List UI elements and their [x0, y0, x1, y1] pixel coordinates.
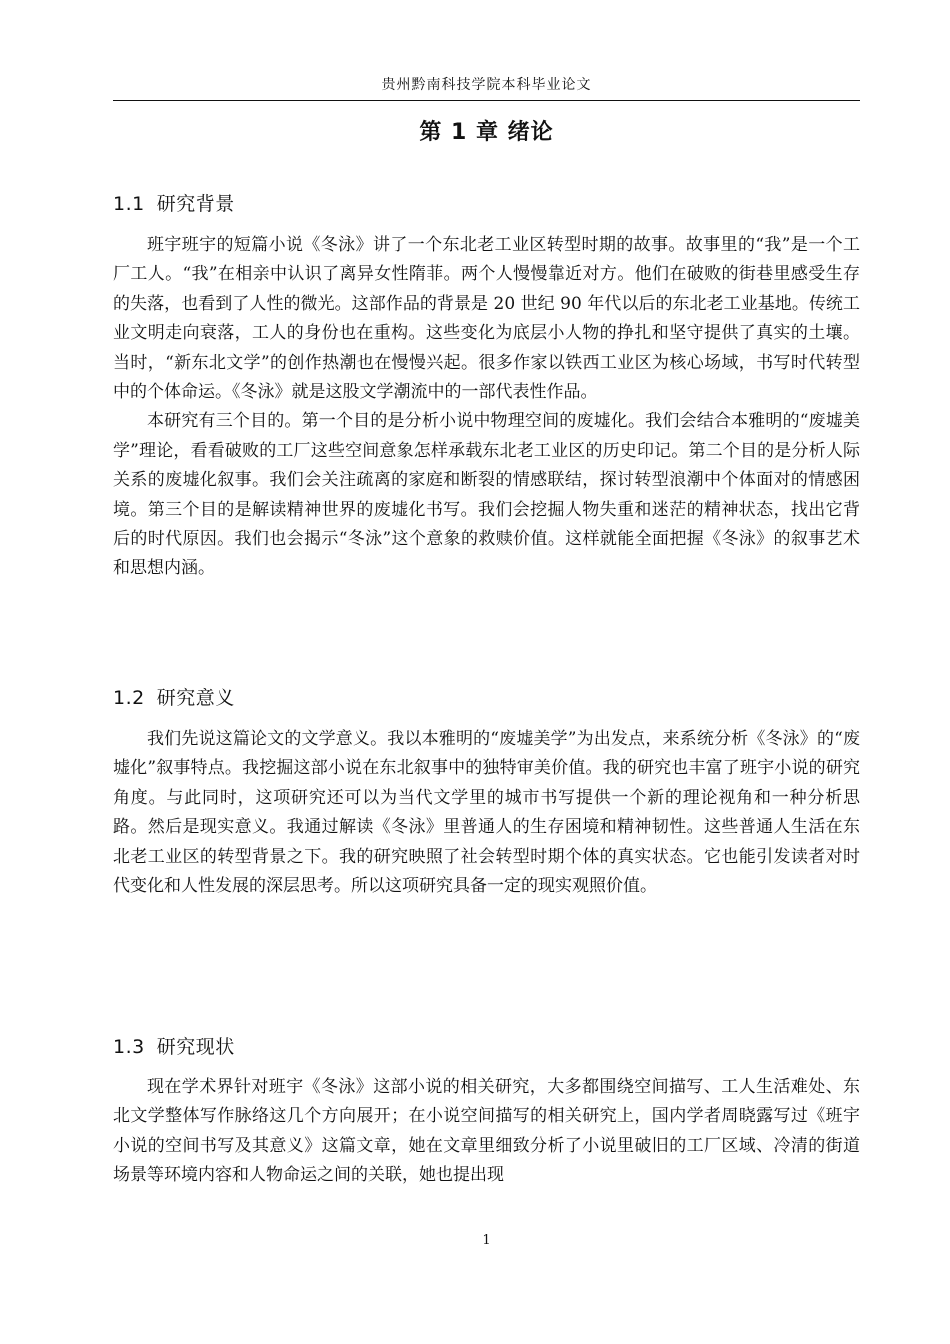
section-heading-1-3: [113, 1034, 235, 1060]
paragraph: 现在学术界针对班宇《冬泳》这部小说的相关研究，大多都围绕空间描写、工人生活难处、东北文学整体写作脉络这几个方向展开；在小说空间描写的相关研究上，国内学者周晓露写过《班宇小说的空间书写及其意义》这篇文章，她在文章里细致分析了小说里破旧的工厂区域、冷清的街道场景等环境内容和人物命运之间的关联，她也提出现: [113, 1077, 860, 1186]
header-rule: [113, 100, 860, 101]
section-title: 研究意义: [156, 687, 235, 709]
running-header: 贵州黔南科技学院本科毕业论文: [381, 77, 592, 93]
section-number: 1.2: [113, 687, 145, 709]
section-number: 1.1: [113, 193, 145, 215]
chapter-title: 第 1 章 绪论: [419, 120, 554, 145]
section-title: 研究背景: [156, 193, 235, 215]
section-number: 1.3: [113, 1036, 145, 1058]
section-body-1-1: [113, 231, 860, 584]
paragraph: 我们先说这篇论文的文学意义。我以本雅明的“废墟美学”为出发点，来系统分析《冬泳》的“废墟化”叙事特点。我挖掘这部小说在东北叙事中的独特审美价值。我的研究也丰富了班宇小说的研究角度。与此同时，这项研究还可以为当代文学里的城市书写提供一个新的理论视角和一种分析思路。然后是现实意义。我通过解读《冬泳》里普通人的生存困境和精神韧性。这些普通人生活在东北老工业区的转型背景之下。我的研究映照了社会转型时期个体的真实状态。它也能引发读者对时代变化和人性发展的深层思考。所以这项研究具备一定的现实观照价值。: [113, 729, 860, 897]
section-body-1-2: [113, 725, 860, 901]
section-heading-1-1: [113, 191, 235, 217]
section-body-1-3: [113, 1073, 860, 1191]
page-number: 1: [482, 1233, 491, 1248]
section-title: 研究现状: [156, 1036, 235, 1058]
paragraph: 本研究有三个目的。第一个目的是分析小说中物理空间的废墟化。我们会结合本雅明的“废墟美学”理论，看看破败的工厂这些空间意象怎样承载东北老工业区的历史印记。第二个目的是分析人际关系的废墟化叙事。我们会关注疏离的家庭和断裂的情感联结，探讨转型浪潮中个体面对的情感困境。第三个目的是解读精神世界的废墟化书写。我们会挖掘人物失重和迷茫的精神状态，找出它背后的时代原因。我们也会揭示“冬泳”这个意象的救赎价值。这样就能全面把握《冬泳》的叙事艺术和思想内涵。: [113, 411, 860, 579]
section-heading-1-2: [113, 685, 235, 711]
paragraph: 班宇班宇的短篇小说《冬泳》讲了一个东北老工业区转型时期的故事。故事里的“我”是一个工厂工人。“我”在相亲中认识了离异女性隋菲。两个人慢慢靠近对方。他们在破败的街巷里感受生存的失落，也看到了人性的微光。这部作品的背景是 20 世纪 90 年代以后的东北老工业基地。传统工业文明走向衰落，工人的身份也在重构。这些变化为底层小人物的挣扎和坚守提供了真实的土壤。当时，“新东北文学”的创作热潮也在慢慢兴起。很多作家以铁西工业区为核心场域，书写时代转型中的个体命运。《冬泳》就是这股文学潮流中的一部代表性作品。: [113, 235, 860, 403]
